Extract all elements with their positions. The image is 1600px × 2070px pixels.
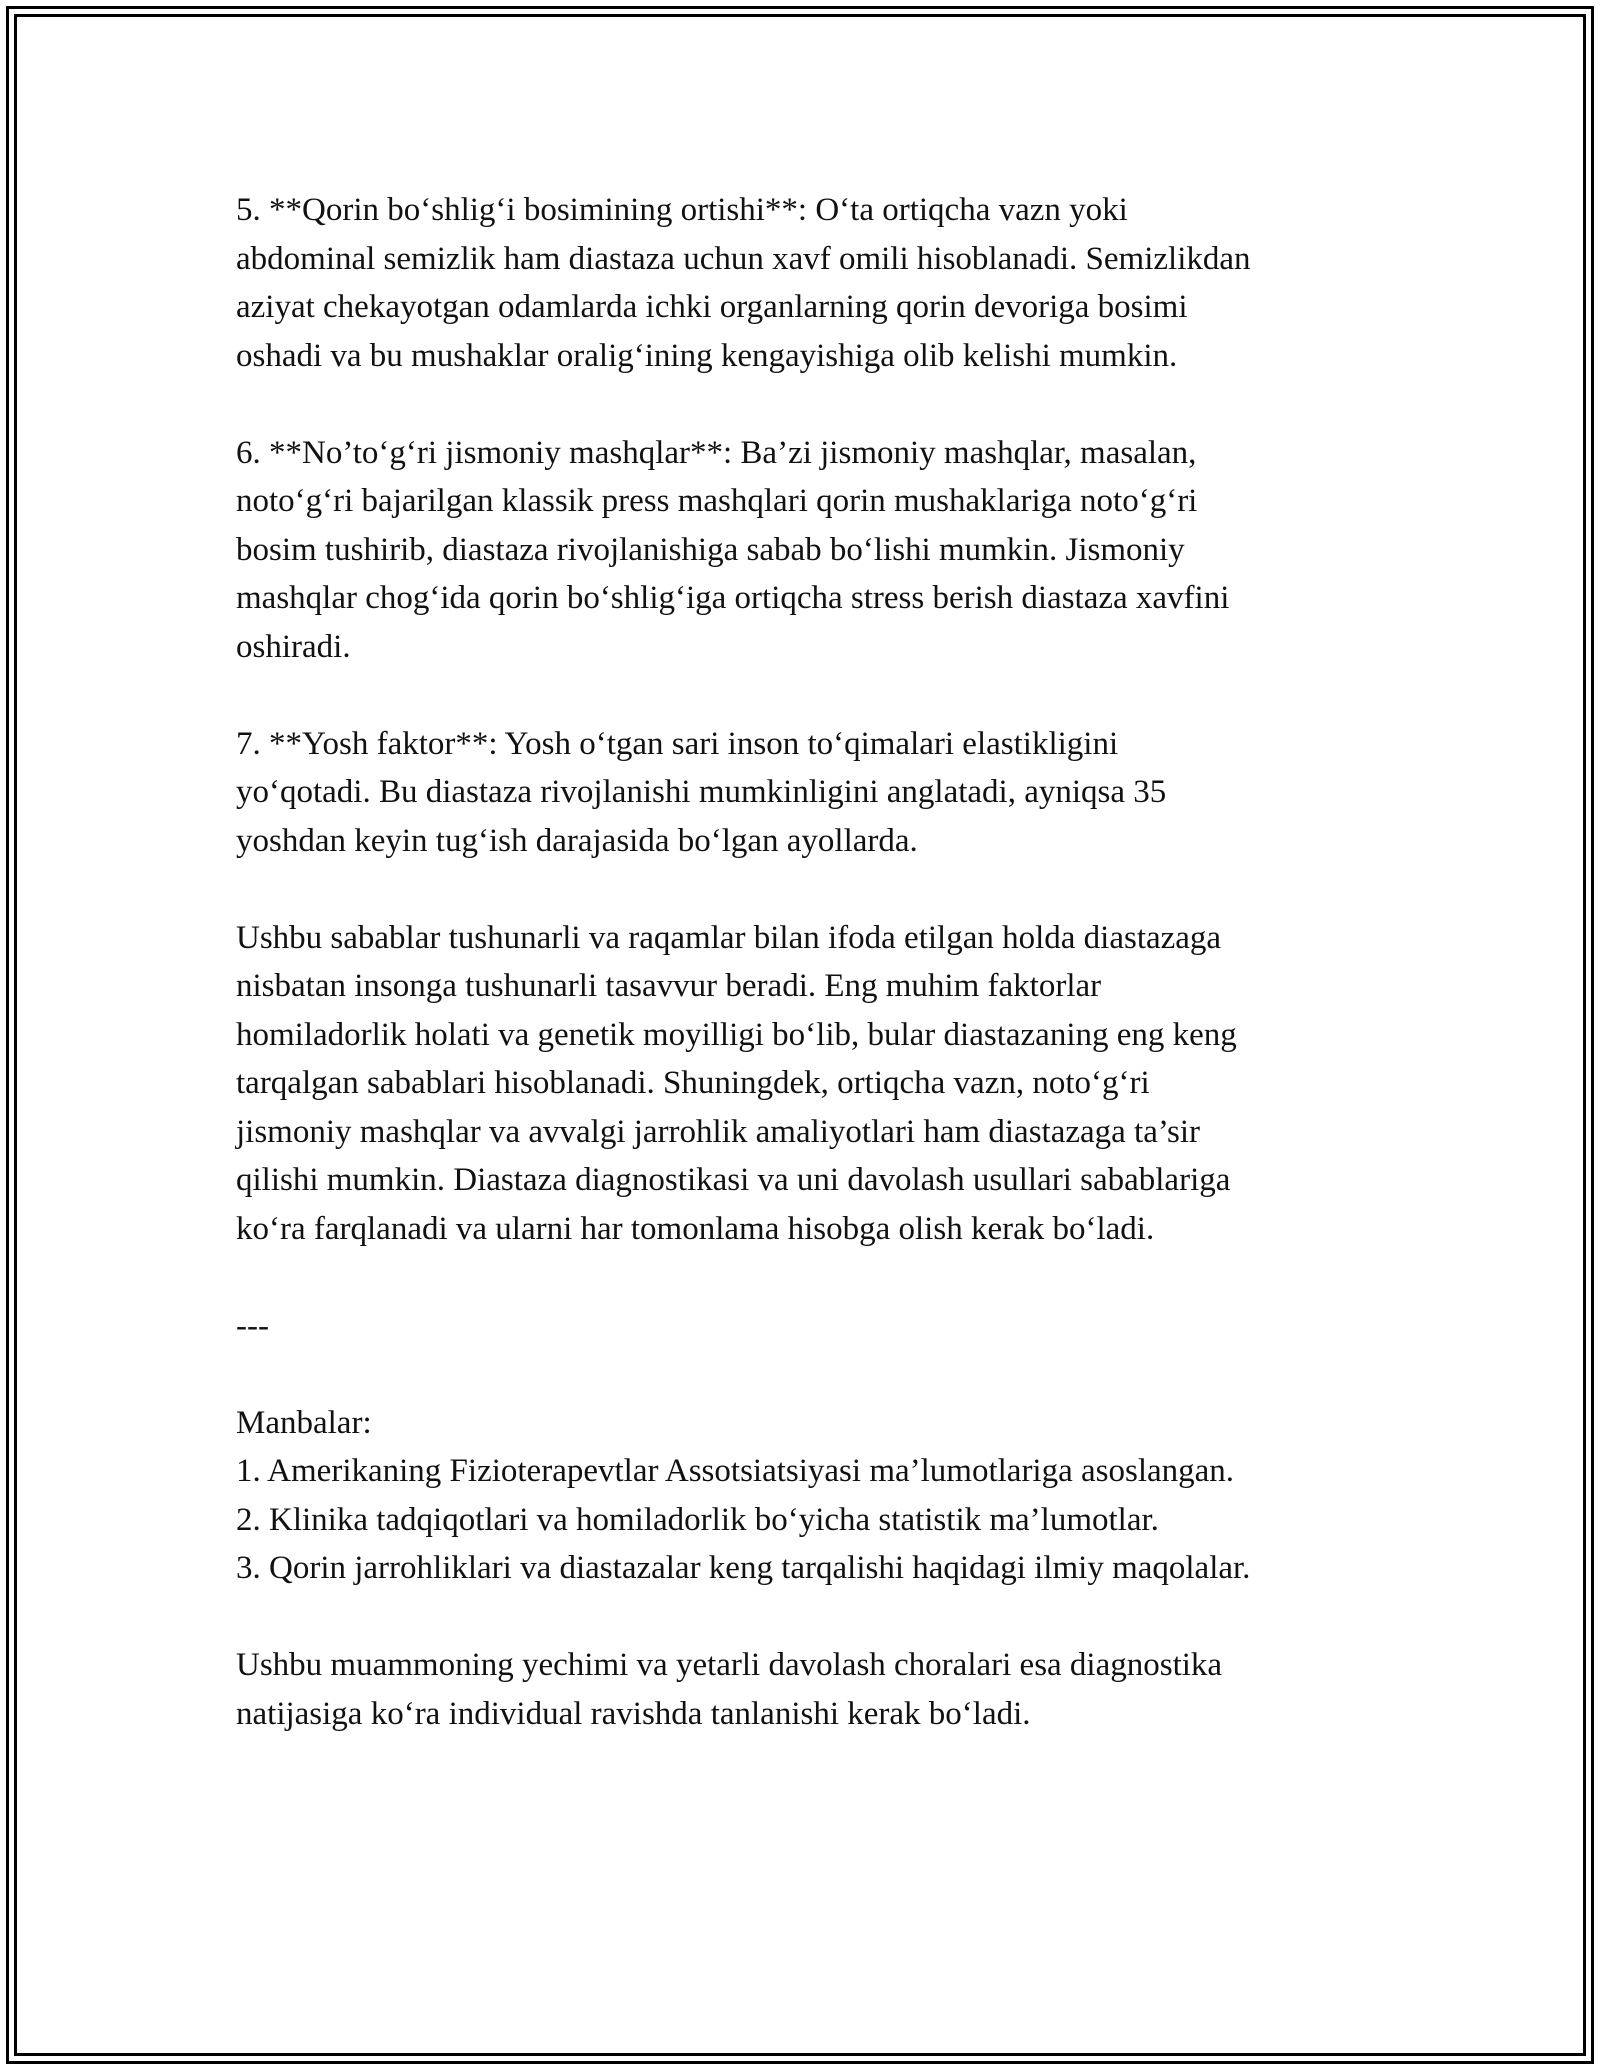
paragraph-gap	[236, 1593, 1376, 1642]
paragraph-gap	[236, 380, 1376, 429]
paragraph-gap	[236, 1350, 1376, 1399]
paragraph-conclusion: Ushbu muammoning yechimi va yetarli davolash choralari esa diagnostika natijasiga ko‘ra individual ravishda tanlanishi kerak bo‘ladi.	[236, 1647, 1223, 1732]
paragraph-gap	[236, 671, 1376, 720]
paragraph-abdominal-pressure: 5. **Qorin bo‘shlig‘i bosimining ortishi**: O‘ta ortiqcha vazn yoki abdominal semizlik ham diastaza uchun xavf omili hisoblanadi. Semizlikdan aziyat chekayotgan odamlarda ichki organlarning qorin devoriga bosimi oshadi va bu mushaklar oralig‘ining kengayishiga olib kelishi mumkin.	[236, 192, 1251, 374]
paragraph-gap	[236, 1253, 1376, 1302]
paragraph-gap	[236, 865, 1376, 914]
paragraph-incorrect-exercise: 6. **No’to‘g‘ri jismoniy mashqlar**: Ba’zi jismoniy mashqlar, masalan, noto‘g‘ri bajarilgan klassik press mashqlari qorin mushaklariga noto‘g‘ri bosim tushirib, diastaza rivojlanishiga sabab bo‘lishi mumkin. Jismoniy mashqlar chog‘ida qorin bo‘shlig‘iga ortiqcha stress berish diastaza xavfini oshiradi.	[236, 434, 1230, 665]
section-divider: ---	[236, 1307, 269, 1344]
paragraph-summary: Ushbu sabablar tushunarli va raqamlar bilan ifoda etilgan holda diastazaga nisbatan insonga tushunarli tasavvur beradi. Eng muhim faktorlar homiladorlik holati va genetik moyilligi bo‘lib, bular diastazaning eng keng tarqalgan sabablari hisoblanadi. Shuningdek, ortiqcha vazn, noto‘g‘ri jismoniy mashqlar va avvalgi jarrohlik amaliyotlari ham diastazaga ta’sir qilishi mumkin. Diastaza diagnostikasi va uni davolash usullari sabablariga ko‘ra farqlanadi va ularni har tomonlama hisobga olish kerak bo‘ladi.	[236, 919, 1237, 1247]
paragraph-age-factor: 7. **Yosh faktor**: Yosh o‘tgan sari inson to‘qimalari elastikligini yo‘qotadi. Bu diastaza rivojlanishi mumkinligini anglatadi, ayniqsa 35 yoshdan keyin tug‘ish darajasida bo‘lgan ayollarda.	[236, 725, 1167, 859]
document-body	[236, 186, 1376, 1738]
paragraph-sources: Manbalar: 1. Amerikaning Fizioterapevtlar Assotsiatsiyasi ma’lumotlariga asoslangan. 2. Klinika tadqiqotlari va homiladorlik bo‘yicha statistik ma’lumotlar. 3. Qorin jarrohliklari va diastazalar keng tarqalishi haqidagi ilmiy maqolalar.	[236, 1404, 1251, 1586]
